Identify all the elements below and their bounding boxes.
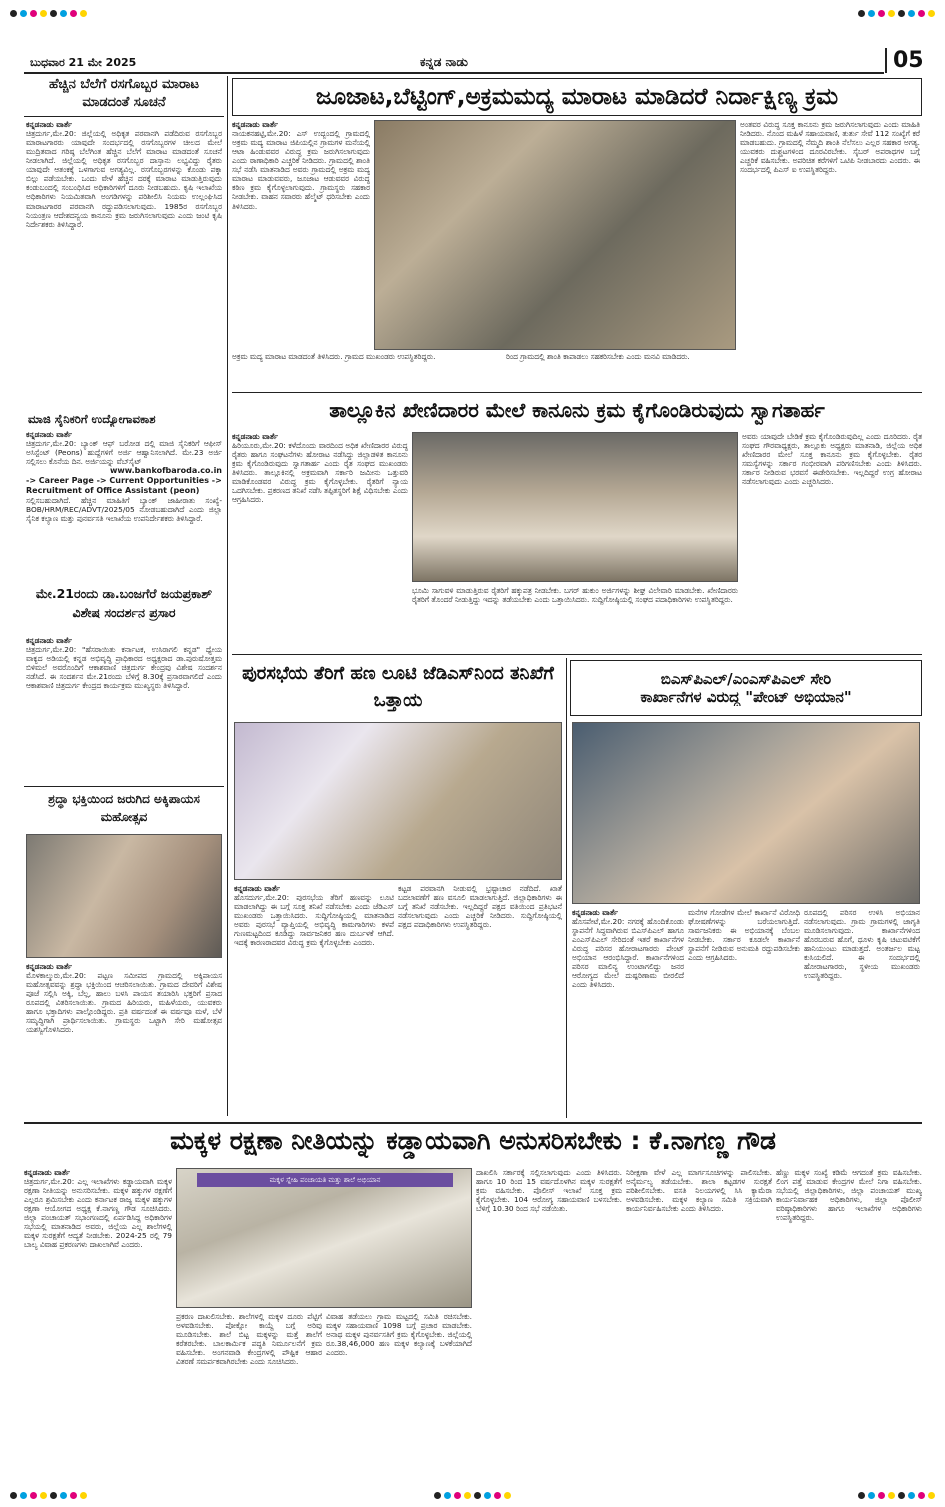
date-line: ಬುಧವಾರ 21 ಮೇ 2025 — [30, 56, 137, 69]
bsp-headline-line2: ಕಾರ್ಖಾನೆಗಳ ವಿರುದ್ಧ "ಪೇಂಟ್ ಅಭಿಯಾನ" — [640, 688, 852, 706]
registration-dot — [918, 10, 925, 17]
divider — [232, 392, 922, 393]
bottom-col5: ನಿರೀಕ್ಷಣಾ ವೇಳೆ ಎಲ್ಲ ಮಾರ್ಗಸೂಚಿಗಳನ್ನು ಪಾಲಿಸಬೇಕು. ಅನೈರ್ಮಲ್ಯ ತಡೆಯಬೇಕು. ಶಾಲಾ ಕಟ್ಟಡಗಳ ಸುರಕ್ಷತೆ ಪರಿಶೀಲಿಸಬೇಕು. ವಸತಿ ನಿಲಯಗಳಲ್ಲಿ ಸಿಸಿ ಕ್ಯಾಮೆರಾ ಅಳವಡಿಸಬೇಕು. ಮಕ್ಕಳ ಕಲ್ಯಾಣ ಸಮಿತಿ ಸಕ್ರಿಯವಾಗಿ ಕಾರ್ಯನಿರ್ವಹಿಸಬೇಕು ಎಂದು ತಿಳಿಸಿದರು. — [626, 1168, 772, 1214]
bottom-headline: ಮಕ್ಕಳ ರಕ್ಷಣಾ ನೀತಿಯನ್ನು ಕಡ್ಡಾಯವಾಗಿ ಅನುಸರಿಸಬೇಕು : ಕೆ.ನಾಗಣ್ಣ ಗೌಡ — [170, 1126, 776, 1155]
byline: ಕನ್ನಡನಾಡು ವಾರ್ತೆ — [234, 884, 281, 893]
registration-dot — [888, 10, 895, 17]
registration-dot — [40, 10, 47, 17]
registration-dot — [70, 1492, 77, 1499]
registration-dot — [454, 1492, 461, 1499]
registration-dot — [918, 1492, 925, 1499]
registration-dot — [858, 1492, 865, 1499]
bottom-photo-meeting — [176, 1168, 472, 1308]
registration-dot — [60, 10, 67, 17]
registration-dot — [504, 1492, 511, 1499]
registration-dot — [898, 10, 905, 17]
registration-dot — [10, 10, 17, 17]
story4-body — [26, 962, 222, 1132]
bottom-col3: ವಿವಾಹ ತಡೆಯಲು ಗ್ರಾಮ ಮಟ್ಟದಲ್ಲಿ ಸಮಿತಿ ರಚಿಸಬೇಕು. ಮಕ್ಕಳ ಸಹಾಯವಾಣಿ 1098 ಬಗ್ಗೆ ಪ್ರಚಾರ ಮಾಡಬೇಕು. ಅನಾಥ ಮಕ್ಕಳ ಪುನರ್ವಸತಿಗೆ ಕ್ರಮ ಕೈಗೊಳ್ಳಬೇಕು. ಜಿಲ್ಲೆಯಲ್ಲಿ ರೂ.38,46,000 ಹಣ ಮಕ್ಕಳ ಕಲ್ಯಾಣಕ್ಕೆ ಬಳಕೆಯಾಗಿದೆ ಎಂದರು. — [326, 1312, 472, 1358]
registration-dot — [50, 1492, 57, 1499]
registration-dot — [40, 1492, 47, 1499]
lead-photo-meeting — [374, 120, 736, 350]
bottom-col1-text: ಚಿತ್ರದುರ್ಗ,ಮೇ.20: ಎಲ್ಲ ಇಲಾಖೆಗಳು ಕಡ್ಡಾಯವಾಗಿ ಮಕ್ಕಳ ರಕ್ಷಣಾ ನೀತಿಯನ್ನು ಅನುಸರಿಸಬೇಕು. ಮಕ್ಕಳ ಹಕ್ಕುಗಳ ರಕ್ಷಣೆಗೆ ಎಲ್ಲರೂ ಶ್ರಮಿಸಬೇಕು ಎಂದು ಕರ್ನಾಟಕ ರಾಜ್ಯ ಮಕ್ಕಳ ಹಕ್ಕುಗಳ ರಕ್ಷಣಾ ಆಯೋಗದ ಅಧ್ಯಕ್ಷ ಕೆ.ನಾಗಣ್ಣ ಗೌಡ ಸೂಚಿಸಿದರು. ಜಿಲ್ಲಾ ಪಂಚಾಯತ್ ಸಭಾಂಗಣದಲ್ಲಿ ಏರ್ಪಡಿಸಿದ್ದ ಅಧಿಕಾರಿಗಳ ಸಭೆಯಲ್ಲಿ ಮಾತನಾಡಿದ ಅವರು, ಜಿಲ್ಲೆಯ ಎಲ್ಲ ಶಾಲೆಗಳಲ್ಲಿ ಮಕ್ಕಳ ಸುರಕ್ಷತೆಗೆ ಆದ್ಯತೆ ನೀಡಬೇಕು. 2024-25 ರಲ್ಲಿ 79 ಬಾಲ್ಯ ವಿವಾಹ ಪ್ರಕರಣಗಳು ದಾಖಲಾಗಿವೆ ಎಂದರು. — [24, 1177, 172, 1250]
registration-dot — [878, 10, 885, 17]
bsp-col1-text: ಹೊಸಪೇಟೆ,ಮೇ.20: ನಗರಕ್ಕೆ ಹೊಂದಿಕೊಂಡು ಸ್ಥಾಪನೆಗೆ ಸಿದ್ಧವಾಗಿರುವ ಬಿಎಸ್‌ಪಿಎಲ್ ಹಾಗೂ ಎಂಎಸ್‌ಪಿಎಲ್ ಸೇರಿದಂತೆ ಇತರೆ ಕಾರ್ಖಾನೆಗಳ ವಿರುದ್ಧ ಪರಿಸರ ಹೋರಾಟಗಾರರು ಪೇಂಟ್ ಅಭಿಯಾನ ಆರಂಭಿಸಿದ್ದಾರೆ. ಕಾರ್ಖಾನೆಗಳಿಂದ ಪರಿಸರ ಮಾಲಿನ್ಯ ಉಂಟಾಗಲಿದ್ದು ಜನರ ಆರೋಗ್ಯದ ಮೇಲೆ ದುಷ್ಪರಿಣಾಮ ಬೀರಲಿದೆ ಎಂದು ತಿಳಿಸಿದರು. — [572, 917, 684, 990]
taluk-col3: ಅವರು ಯಾವುದೇ ಬೇಡಿಕೆ ಕ್ರಮ ಕೈಗೊಂಡಿರುವುದಿಲ್ಲ ಎಂದು ದೂರಿದರು. ರೈತ ಸಂಘದ ಗೌರವಾಧ್ಯಕ್ಷರು, ತಾಲ್ಲೂಕು ಅಧ್ಯಕ್ಷರು ಮಾತನಾಡಿ, ಜಿಲ್ಲೆಯ ಅಧಿಕ ಖೇಣಿದಾರರ ಮೇಲೆ ಸೂಕ್ತ ಕಾನೂನು ಕ್ರಮ ಕೈಗೊಳ್ಳಬೇಕು. ರೈತರ ಸಮಸ್ಯೆಗಳನ್ನು ಸರ್ಕಾರ ಗಂಭೀರವಾಗಿ ಪರಿಗಣಿಸಬೇಕು ಎಂದು ತಿಳಿಸಿದರು. ಸರ್ಕಾರ ನೀಡಿರುವ ಭರವಸೆ ಈಡೇರಿಸಬೇಕು. ಇಲ್ಲದಿದ್ದರೆ ಉಗ್ರ ಹೋರಾಟ ನಡೆಸಲಾಗುವುದು ಎಂದು ಎಚ್ಚರಿಸಿದರು. — [742, 432, 922, 487]
lead-col1-text: ನಾಯಕನಹಟ್ಟಿ,ಮೇ.20: ಎಸ್ ಉದ್ಬಂದಲ್ಲಿ ಗ್ರಾಮದಲ್ಲಿ ಅಕ್ರಮ ಮದ್ಯ ಮಾರಾಟ ಜಿಪಿಯಲ್ಲಿನ ಗ್ರಾಮಗಳ ಮನೆಯಲ್ಲಿ ಆಟಾ ಹಿಂಡುವವರ ವಿರುದ್ಧ ಕ್ರಮ ಜರುಗಿಸಲಾಗುವುದು ಎಂದು ಠಾಣಾಧಿಕಾರಿ ಎಚ್ಚರಿಕೆ ನೀಡಿದರು. ಗ್ರಾಮದಲ್ಲಿ ಶಾಂತಿ ಸಭೆ ನಡೆಸಿ ಮಾತನಾಡಿದ ಅವರು ಗ್ರಾಮದಲ್ಲಿ ಅಕ್ರಮ ಮದ್ಯ ಮಾರಾಟ ಮಾಡುವವರು, ಜೂಜಾಟ ಆಡುವವರ ವಿರುದ್ಧ ಕಠಿಣ ಕ್ರಮ ಕೈಗೊಳ್ಳಲಾಗುವುದು. ಗ್ರಾಮಸ್ಥರು ಸಹಕಾರ ನೀಡಬೇಕು. ವಾಹನ ಸವಾರರು ಹೆಲ್ಮೆಟ್ ಧರಿಸಬೇಕು ಎಂದು ತಿಳಿಸಿದರು. — [232, 129, 370, 211]
story1-body — [26, 120, 222, 410]
registration-dot — [20, 10, 27, 17]
registration-dot — [908, 10, 915, 17]
divider — [24, 786, 224, 787]
taluk-col1-text: ಹಿರಿಯೂರು,ಮೇ.20: ಕಳೆದೊಂದು ವಾರದಿಂದ ಅಧಿಕ ಖೇಣಿದಾರರ ವಿರುದ್ಧ ರೈತರು ಹಾಗೂ ಸಂಘಟನೆಗಳು ಹೋರಾಟ ನಡೆಸಿದ್ದು ಜಿಲ್ಲಾಡಳಿತ ಕಾನೂನು ಕ್ರಮ ಕೈಗೊಂಡಿರುವುದು ಸ್ವಾಗತಾರ್ಹ ಎಂದು ರೈತ ಸಂಘದ ಮುಖಂಡರು ತಿಳಿಸಿದರು. ತಾಲ್ಲೂಕಿನಲ್ಲಿ ಅಕ್ರಮವಾಗಿ ಸರ್ಕಾರಿ ಜಮೀನು ಒತ್ತುವರಿ ಮಾಡಿಕೊಂಡವರ ವಿರುದ್ಧ ಕ್ರಮ ಕೈಗೊಳ್ಳಬೇಕು. ರೈತರಿಗೆ ನ್ಯಾಯ ಒದಗಿಸಬೇಕು. ಪ್ರಕರಣದ ತನಿಖೆ ನಡೆಸಿ ತಪ್ಪಿತಸ್ಥರಿಗೆ ಶಿಕ್ಷೆ ವಿಧಿಸಬೇಕು ಎಂದು ಆಗ್ರಹಿಸಿದರು. — [232, 441, 408, 505]
story4-headline: ಶ್ರದ್ಧಾ ಭಕ್ತಿಯಿಂದ ಜರುಗಿದ ಅಕ್ಕಿಪಾಯಸ ಮಹೋತ್ಸವ — [48, 792, 200, 824]
municipal-photo-group — [234, 722, 562, 880]
registration-dot — [494, 1492, 501, 1499]
registration-dot — [30, 1492, 37, 1499]
lead-col3: ಅಂತವರ ವಿರುದ್ಧ ಸೂಕ್ತ ಕಾನೂನು ಕ್ರಮ ಜರುಗಿಸಲಾಗುವುದು ಎಂದು ಮಾಹಿತಿ ನೀಡಿದರು. ನೊಂದ ಮಹಿಳೆ ಸಹಾಯವಾಣಿ, ತುರ್ತು ಸೇವೆ 112 ಸಂಖ್ಯೆಗೆ ಕರೆ ಮಾಡಬಹುದು. ಗ್ರಾಮದಲ್ಲಿ ನೆಮ್ಮದಿ ಶಾಂತಿ ನೆಲೆಸಲು ಎಲ್ಲರ ಸಹಕಾರ ಅಗತ್ಯ. ಯುವಕರು ದುಶ್ಚಟಗಳಿಂದ ದೂರವಿರಬೇಕು. ಸೈಬರ್ ಅಪರಾಧಗಳ ಬಗ್ಗೆ ಎಚ್ಚರಿಕೆ ವಹಿಸಬೇಕು. ಅಪರಿಚಿತ ಕರೆಗಳಿಗೆ ಒಟಿಪಿ ನೀಡಬಾರದು ಎಂದರು. ಈ ಸಂದರ್ಭದಲ್ಲಿ ಪಿಎಸ್ ಐ ಉಪಸ್ಥಿತರಿದ್ದರು. — [740, 120, 920, 175]
registration-dot — [484, 1492, 491, 1499]
registration-dot — [898, 1492, 905, 1499]
color-registration-bar — [10, 8, 935, 18]
lead-col2-end: ರಿಂದ ಗ್ರಾಮದಲ್ಲಿ ಶಾಂತಿ ಕಾಪಾಡಲು ಸಹಕರಿಸಬೇಕು ಎಂದು ಮನವಿ ಮಾಡಿದರು. — [506, 352, 690, 361]
taluk-photo-press — [412, 432, 738, 582]
link-line-3: Recruitment of Office Assistant (peon) — [26, 485, 200, 495]
registration-dot — [858, 10, 865, 17]
link-line-2: -> Career Page -> Current Opportunities -> — [26, 476, 222, 486]
bsp-headline — [570, 660, 922, 716]
registration-dot — [868, 10, 875, 17]
bsp-col1 — [572, 908, 684, 1120]
byline: ಕನ್ನಡನಾಡು ವಾರ್ತೆ — [24, 1168, 71, 1177]
municipal-col2: ಕಟ್ಟಡ ಪರವಾನಗಿ ನೀಡುವಲ್ಲಿ ಭ್ರಷ್ಟಾಚಾರ ನಡೆದಿದೆ. ಖಾತೆ ಬದಲಾವಣೆಗೆ ಹಣ ವಸೂಲಿ ಮಾಡಲಾಗುತ್ತಿದೆ. ಜಿಲ್ಲಾಧಿಕಾರಿಗಳು ಈ ಬಗ್ಗೆ ತನಿಖೆ ನಡೆಸಬೇಕು. ಇಲ್ಲದಿದ್ದರೆ ಪಕ್ಷದ ವತಿಯಿಂದ ಪ್ರತಿಭಟನೆ ನಡೆಸಲಾಗುವುದು ಎಂದು ಎಚ್ಚರಿಕೆ ನೀಡಿದರು. ಸುದ್ದಿಗೋಷ್ಠಿಯಲ್ಲಿ ಪಕ್ಷದ ಪದಾಧಿಕಾರಿಗಳು ಉಪಸ್ಥಿತರಿದ್ದರು. — [398, 884, 562, 930]
municipal-col1-text: ಹೊಸದುರ್ಗ,ಮೇ.20: ಪುರಸಭೆಯ ತೆರಿಗೆ ಹಣವನ್ನು ಲೂಟಿ ಮಾಡಲಾಗಿದ್ದು ಈ ಬಗ್ಗೆ ಸೂಕ್ತ ತನಿಖೆ ನಡೆಸಬೇಕು ಎಂದು ಜೆಡಿಎಸ್ ಮುಖಂಡರು ಒತ್ತಾಯಿಸಿದರು. ಸುದ್ದಿಗೋಷ್ಠಿಯಲ್ಲಿ ಮಾತನಾಡಿದ ಅವರು ಪುರಸಭೆ ವ್ಯಾಪ್ತಿಯಲ್ಲಿ ಅಭಿವೃದ್ಧಿ ಕಾಮಗಾರಿಗಳು ಕಳಪೆ ಗುಣಮಟ್ಟದಿಂದ ಕೂಡಿದ್ದು ಸಾರ್ವಜನಿಕರ ಹಣ ದುರ್ಬಳಕೆ ಆಗಿದೆ. ಇದಕ್ಕೆ ಕಾರಣರಾದವರ ವಿರುದ್ಧ ಕ್ರಮ ಕೈಗೊಳ್ಳಬೇಕು ಎಂದರು. — [234, 893, 394, 948]
lead-col1 — [232, 120, 370, 340]
byline: ಕನ್ನಡನಾಡು ವಾರ್ತೆ — [572, 908, 619, 917]
divider — [24, 1122, 922, 1124]
registration-dot — [80, 1492, 87, 1499]
left-column — [24, 74, 224, 1134]
story4-text: ಮೊಳಕಾಲ್ಮುರು,ಮೇ.20: ಪಟ್ಟಣ ಸಮೀಪದ ಗ್ರಾಮದಲ್ಲಿ ಅಕ್ಕಿಪಾಯಸ ಮಹೋತ್ಸವವನ್ನು ಶ್ರದ್ಧಾ ಭಕ್ತಿಯಿಂದ ಆಚರಿಸಲಾಯಿತು. ಗ್ರಾಮದ ದೇವರಿಗೆ ವಿಶೇಷ ಪೂಜೆ ಸಲ್ಲಿಸಿ ಅಕ್ಕಿ, ಬೆಲ್ಲ, ಹಾಲು ಬಳಸಿ ಪಾಯಸ ತಯಾರಿಸಿ ಭಕ್ತರಿಗೆ ಪ್ರಸಾದ ರೂಪದಲ್ಲಿ ವಿತರಿಸಲಾಯಿತು. ಗ್ರಾಮದ ಹಿರಿಯರು, ಮಹಿಳೆಯರು, ಯುವಕರು ಹಾಗೂ ಭಕ್ತಾದಿಗಳು ಪಾಲ್ಗೊಂಡಿದ್ದರು. ಪ್ರತಿ ವರ್ಷದಂತೆ ಈ ವರ್ಷವೂ ಮಳೆ, ಬೆಳೆ ಸಮೃದ್ಧಿಗಾಗಿ ಪ್ರಾರ್ಥಿಸಲಾಯಿತು. ಗ್ರಾಮಸ್ಥರು ಒಟ್ಟಾಗಿ ಸೇರಿ ಮಹೋತ್ಸವ ಯಶಸ್ವಿಗೊಳಿಸಿದರು. — [26, 971, 222, 1035]
registration-dot — [434, 1492, 441, 1499]
registration-dot — [20, 1492, 27, 1499]
registration-dot — [928, 1492, 935, 1499]
byline: ಕನ್ನಡನಾಡು ವಾರ್ತೆ — [232, 432, 279, 441]
byline: ಕನ್ನಡನಾಡು ವಾರ್ತೆ — [26, 636, 73, 645]
story3-body — [26, 636, 222, 786]
paper-name: ಕನ್ನಡ ನಾಡು — [420, 55, 468, 69]
color-registration-bar-bottom — [10, 1490, 935, 1500]
bottom-col1 — [24, 1168, 172, 1476]
story1-text: ಚಿತ್ರದುರ್ಗ,ಮೇ.20: ಜಿಲ್ಲೆಯಲ್ಲಿ ಅಧಿಕೃತ ಪರವಾನಗಿ ಪಡೆದಿರುವ ರಸಗೊಬ್ಬರ ಮಾರಾಟಗಾರರು ಯಾವುದೇ ಸಂದರ್ಭದಲ್ಲಿ ರಸಗೊಬ್ಬರಗಳ ಚೀಲದ ಮೇಲೆ ಮುದ್ರಿತವಾದ ಗರಿಷ್ಠ ಬೆಲೆಗಿಂತ ಹೆಚ್ಚಿನ ಬೆಲೆಗೆ ಮಾರಾಟ ಮಾಡದಂತೆ ಸೂಚನೆ ನೀಡಲಾಗಿದೆ. ಜಿಲ್ಲೆಯಲ್ಲಿ ಅಧಿಕೃತ ರಸಗೊಬ್ಬರ ದಾಸ್ತಾನು ಲಭ್ಯವಿದ್ದು ರೈತರು ಯಾವುದೇ ಆತಂಕಕ್ಕೆ ಒಳಗಾಗುವ ಅಗತ್ಯವಿಲ್ಲ. ರಸಗೊಬ್ಬರಗಳನ್ನು ಕೊಂಡು ಪಕ್ಕಾ ಬಿಲ್ಲು ಪಡೆಯಬೇಕು. ಒಂದು ವೇಳೆ ಹೆಚ್ಚಿನ ದರಕ್ಕೆ ಮಾರಾಟ ಮಾಡುತ್ತಿರುವುದು ಕಂಡುಬಂದಲ್ಲಿ ಸಂಬಂಧಿಸಿದ ಅಧಿಕಾರಿಗಳಿಗೆ ದೂರು ನೀಡಬಹುದು. ಕೃಷಿ ಇಲಾಖೆಯ ಅಧಿಕಾರಿಗಳು ನಿಯಮಿತವಾಗಿ ಅಂಗಡಿಗಳನ್ನು ಪರಿಶೀಲಿಸಿ ನಿಯಮ ಉಲ್ಲಂಘಿಸಿದ ಮಾರಾಟಗಾರರ ಪರವಾನಗಿ ರದ್ದುಪಡಿಸಲಾಗುವುದು. 1985ರ ರಸಗೊಬ್ಬರ ನಿಯಂತ್ರಣ ಆದೇಶದನ್ವಯ ಕಾನೂನು ಕ್ರಮ ಜರುಗಿಸಲಾಗುವುದು ಎಂದು ಜಂಟಿ ಕೃಷಿ ನಿರ್ದೇಶಕರು ತಿಳಿಸಿದ್ದಾರೆ. — [26, 129, 222, 229]
bsp-col2: ಮನೆಗಳ ಗೋಡೆಗಳ ಮೇಲೆ ಕಾರ್ಖಾನೆ ವಿರೋಧಿ ಘೋಷಣೆಗಳನ್ನು ಬರೆಯಲಾಗುತ್ತಿದೆ. ಸಾರ್ವಜನಿಕರು ಈ ಅಭಿಯಾನಕ್ಕೆ ಬೆಂಬಲ ನೀಡಬೇಕು. ಸರ್ಕಾರ ಕೂಡಲೇ ಕಾರ್ಖಾನೆ ಸ್ಥಾಪನೆಗೆ ನೀಡಿರುವ ಅನುಮತಿ ರದ್ದುಪಡಿಸಬೇಕು ಎಂದು ಆಗ್ರಹಿಸಿದರು. — [688, 908, 800, 963]
registration-dot — [908, 1492, 915, 1499]
municipal-headline: ಪುರಸಭೆಯ ತೆರಿಗೆ ಹಣ ಲೂಟಿ ಜೆಡಿಎಸ್‌ನಿಂದ ತನಿಖೆಗೆ ಒತ್ತಾಯ — [242, 663, 554, 711]
registration-dot — [868, 1492, 875, 1499]
story2-text: ಚಿತ್ರದುರ್ಗ,ಮೇ.20: ಬ್ಯಾಂಕ್ ಆಫ್ ಬರೋಡ ದಲ್ಲಿ ಮಾಜಿ ಸೈನಿಕರಿಗೆ ಆಫೀಸ್ ಅಸಿಸ್ಟೆಂಟ್ (Peons) ಹುದ್ದೆಗಳಿಗೆ ಅರ್ಜಿ ಆಹ್ವಾನಿಸಲಾಗಿದೆ. ಮೇ.23 ಅರ್ಜಿ ಸಲ್ಲಿಸಲು ಕೊನೆಯ ದಿನ. ಅರ್ಜಿಯನ್ನು ವೆಬ್‍ಸೈಟ್ — [26, 439, 222, 467]
page-number: 05 — [885, 48, 924, 73]
bottom-col4: ದಾಖಲಿಸಿ ಸರ್ಕಾರಕ್ಕೆ ಸಲ್ಲಿಸಲಾಗುವುದು ಎಂದು ತಿಳಿಸಿದರು. ಹಾಗೂ 10 ರಿಂದ 15 ವರ್ಷದೊಳಗಿನ ಮಕ್ಕಳ ಸುರಕ್ಷತೆಗೆ ಕ್ರಮ ವಹಿಸಬೇಕು. ಪೊಲೀಸ್ ಇಲಾಖೆ ಸೂಕ್ತ ಕ್ರಮ ಕೈಗೊಳ್ಳಬೇಕು. 104 ಆರೋಗ್ಯ ಸಹಾಯವಾಣಿ ಬಳಸಬೇಕು. ಬೆಳಿಗ್ಗೆ 10.30 ರಿಂದ ಸಭೆ ನಡೆಯಿತು. — [476, 1168, 622, 1214]
registration-dot — [10, 1492, 17, 1499]
taluk-headline: ತಾಲ್ಲೂಕಿನ ಖೇಣಿದಾರರ ಮೇಲೆ ಕಾನೂನು ಕ್ರಮ ಕೈಗೊಂಡಿರುವುದು ಸ್ವಾಗತಾರ್ಹ — [329, 398, 825, 422]
story2-headline: ಮಾಜಿ ಸೈನಿಕರಿಗೆ ಉದ್ಯೋಗಾವಕಾಶ — [28, 412, 156, 426]
meeting-banner: ಮಕ್ಕಳ ಸ್ನೇಹಿ ಪಂಚಾಯತಿ ಮತ್ತು ಶಾಲೆ ಅಭಿಯಾನ — [197, 1173, 453, 1187]
registration-dot — [80, 10, 87, 17]
bsp-headline-line1: ಬಿಎಸ್‌ಪಿಎಲ್/ಎಂಎಸ್‌ಪಿಎಲ್ ಸೇರಿ — [660, 670, 832, 688]
bottom-col2: ಪ್ರಕರಣ ದಾಖಲಿಸಬೇಕು. ಶಾಲೆಗಳಲ್ಲಿ ಮಕ್ಕಳ ದೂರು ಪೆಟ್ಟಿಗೆ ಅಳವಡಿಸಬೇಕು. ಪೋಕ್ಸೋ ಕಾಯ್ದೆ ಬಗ್ಗೆ ಅರಿವು ಮೂಡಿಸಬೇಕು. ಶಾಲೆ ಬಿಟ್ಟ ಮಕ್ಕಳನ್ನು ಮತ್ತೆ ಶಾಲೆಗೆ ಕರೆತರಬೇಕು. ಬಾಲಕಾರ್ಮಿಕ ಪದ್ಧತಿ ನಿರ್ಮೂಲನೆಗೆ ಕ್ರಮ ವಹಿಸಬೇಕು. ಅಂಗನವಾಡಿ ಕೇಂದ್ರಗಳಲ್ಲಿ ಪೌಷ್ಟಿಕ ಆಹಾರ ವಿತರಣೆ ಸಮರ್ಪಕವಾಗಿರಬೇಕು ಎಂದು ಸೂಚಿಸಿದರು. — [176, 1312, 322, 1367]
registration-dot — [30, 10, 37, 17]
byline: ಕನ್ನಡನಾಡು ವಾರ್ತೆ — [26, 962, 73, 971]
registration-dot — [70, 10, 77, 17]
municipal-divider — [566, 658, 567, 1118]
story2-body — [26, 430, 222, 580]
bottom-col6: ಹೆಣ್ಣು ಮಕ್ಕಳ ಸಂಖ್ಯೆ ಕಡಿಮೆ ಆಗದಂತೆ ಕ್ರಮ ವಹಿಸಬೇಕು. ಲಿಂಗ ಪತ್ತೆ ಮಾಡುವ ಕೇಂದ್ರಗಳ ಮೇಲೆ ನಿಗಾ ವಹಿಸಬೇಕು. ಸಭೆಯಲ್ಲಿ ಜಿಲ್ಲಾಧಿಕಾರಿಗಳು, ಜಿಲ್ಲಾ ಪಂಚಾಯತ್ ಮುಖ್ಯ ಕಾರ್ಯನಿರ್ವಾಹಕ ಅಧಿಕಾರಿಗಳು, ಜಿಲ್ಲಾ ಪೊಲೀಸ್ ವರಿಷ್ಠಾಧಿಕಾರಿಗಳು ಹಾಗೂ ಇಲಾಖೆಗಳ ಅಧಿಕಾರಿಗಳು ಉಪಸ್ಥಿತರಿದ್ದರು. — [776, 1168, 922, 1223]
taluk-col2: ಭೂಮಿ ಸಾಗುವಳಿ ಮಾಡುತ್ತಿರುವ ರೈತರಿಗೆ ಹಕ್ಕುಪತ್ರ ನೀಡಬೇಕು. ಬಗರ್ ಹುಕುಂ ಅರ್ಜಿಗಳನ್ನು ಶೀಘ್ರ ವಿಲೇವಾರಿ ಮಾಡಬೇಕು. ಖೇಣಿದಾರರು ರೈತರಿಗೆ ತೊಂದರೆ ನೀಡುತ್ತಿದ್ದು ಇದನ್ನು ತಡೆಯಬೇಕು ಎಂದು ಒತ್ತಾಯಿಸಿದರು. ಸುದ್ದಿಗೋಷ್ಠಿಯಲ್ಲಿ ಸಂಘದ ಪದಾಧಿಕಾರಿಗಳು ಉಪಸ್ಥಿತರಿದ್ದರು. — [412, 586, 738, 605]
registration-dot — [888, 1492, 895, 1499]
municipal-col1 — [234, 884, 394, 1120]
registration-dot — [464, 1492, 471, 1499]
divider — [24, 116, 224, 117]
story3-headline: ಮೇ.21ರಂದು ಡಾ.ಬಂಜಗೆರೆ ಜಯಪ್ರಕಾಶ್ ವಿಶೇಷ ಸಂದರ್ಶನ ಪ್ರಸಾರ — [35, 586, 213, 621]
divider — [232, 654, 922, 655]
byline: ಕನ್ನಡನಾಡು ವಾರ್ತೆ — [232, 120, 279, 129]
registration-dot — [50, 10, 57, 17]
registration-dot — [474, 1492, 481, 1499]
payasa-festival-photo — [26, 834, 222, 958]
registration-dot — [60, 1492, 67, 1499]
story1-headline: ಹೆಚ್ಚಿನ ಬೆಲೆಗೆ ರಸಗೊಬ್ಬರ ಮಾರಾಟ ಮಾಡದಂತೆ ಸೂಚನೆ — [49, 77, 199, 111]
registration-dot — [444, 1492, 451, 1499]
link-line-1[interactable]: www.bankofbaroda.co.in — [109, 466, 222, 476]
bsp-col3: ರೂಪದಲ್ಲಿ ಪರಿಸರ ಉಳಿಸಿ ಅಭಿಯಾನ ನಡೆಸಲಾಗುವುದು. ಗ್ರಾಮ ಗ್ರಾಮಗಳಲ್ಲಿ ಜಾಗೃತಿ ಮೂಡಿಸಲಾಗುವುದು. ಕಾರ್ಖಾನೆಗಳಿಂದ ಹೊರಬರುವ ಹೊಗೆ, ಧೂಳು ಕೃಷಿ ಚಟುವಟಿಕೆಗೆ ಹಾನಿಯುಂಟು ಮಾಡುತ್ತದೆ. ಅಂತರ್ಜಲ ಮಟ್ಟ ಕುಸಿಯಲಿದೆ. ಈ ಸಂದರ್ಭದಲ್ಲಿ ಹೋರಾಟಗಾರರು, ಸ್ಥಳೀಯ ಮುಖಂಡರು ಉಪಸ್ಥಿತರಿದ್ದರು. — [804, 908, 920, 981]
registration-dot — [878, 1492, 885, 1499]
masthead — [0, 0, 945, 73]
taluk-col1 — [232, 432, 408, 650]
byline: ಕನ್ನಡನಾಡು ವಾರ್ತೆ — [26, 430, 73, 439]
story2-text-end: ಸಲ್ಲಿಸಬಹುದಾಗಿದೆ. ಹೆಚ್ಚಿನ ಮಾಹಿತಿಗೆ ಬ್ಯಾಂಕ್ ಜಾಹೀರಾತು ಸಂಖ್ಯೆ-BOB/HRM/REC/ADVT/2025/05 ನೋಡಬಹುದಾಗಿದೆ ಎಂದು ಜಿಲ್ಲಾ ಸೈನಿಕ ಕಲ್ಯಾಣ ಮತ್ತು ಪುನರ್ವಸತಿ ಇಲಾಖೆಯ ಉಪನಿರ್ದೇಶಕರು ತಿಳಿಸಿದ್ದಾರೆ. — [26, 495, 222, 523]
byline: ಕನ್ನಡನಾಡು ವಾರ್ತೆ — [26, 120, 73, 129]
registration-dot — [928, 10, 935, 17]
story3-text: ಚಿತ್ರದುರ್ಗ,ಮೇ.20: "ಹೆಸರಾಯಿತು ಕರ್ನಾಟಕ, ಉಸಿರಾಗಲಿ ಕನ್ನಡ" ಧ್ಯೇಯ ವಾಕ್ಯದ ಅಡಿಯಲ್ಲಿ ಕನ್ನಡ ಅಭಿವೃದ್ಧಿ ಪ್ರಾಧಿಕಾರದ ಅಧ್ಯಕ್ಷರಾದ ಡಾ.ಪುರುಷೋತ್ತಮ ಬಿಳಿಮಲೆ ಅವರೊಂದಿಗೆ ಆಕಾಶವಾಣಿ ಚಿತ್ರದುರ್ಗ ಕೇಂದ್ರವು ವಿಶೇಷ ಸಂದರ್ಶನ ನಡೆಸಿದೆ. ಈ ಸಂದರ್ಶನ ಮೇ.21ರಂದು ಬೆಳಿಗ್ಗೆ 8.30ಕ್ಕೆ ಪ್ರಸಾರವಾಗಲಿದೆ ಎಂದು ಆಕಾಶವಾಣಿ ಚಿತ್ರದುರ್ಗ ಕೇಂದ್ರದ ಕಾರ್ಯಕ್ರಮ ಮುಖ್ಯಸ್ಥರು ತಿಳಿಸಿದ್ದಾರೆ. — [26, 645, 222, 691]
lead-col1-end: ಅಕ್ರಮ ಮದ್ಯ ಮಾರಾಟ ಮಾಡದಂತೆ ತಿಳಿಸಿದರು. ಗ್ರಾಮದ ಮುಖಂಡರು ಉಪಸ್ಥಿತರಿದ್ದರು. — [232, 352, 436, 361]
bsp-photo-campaign — [572, 722, 920, 904]
lead-headline: ಜೂಜಾಟ,ಬೆಟ್ಟಿಂಗ್,ಅಕ್ರಮಮದ್ಯ ಮಾರಾಟ ಮಾಡಿದರೆ ನಿರ್ದಾಕ್ಷಿಣ್ಯ ಕ್ರಮ — [232, 78, 922, 116]
left-column-divider — [227, 76, 228, 1116]
